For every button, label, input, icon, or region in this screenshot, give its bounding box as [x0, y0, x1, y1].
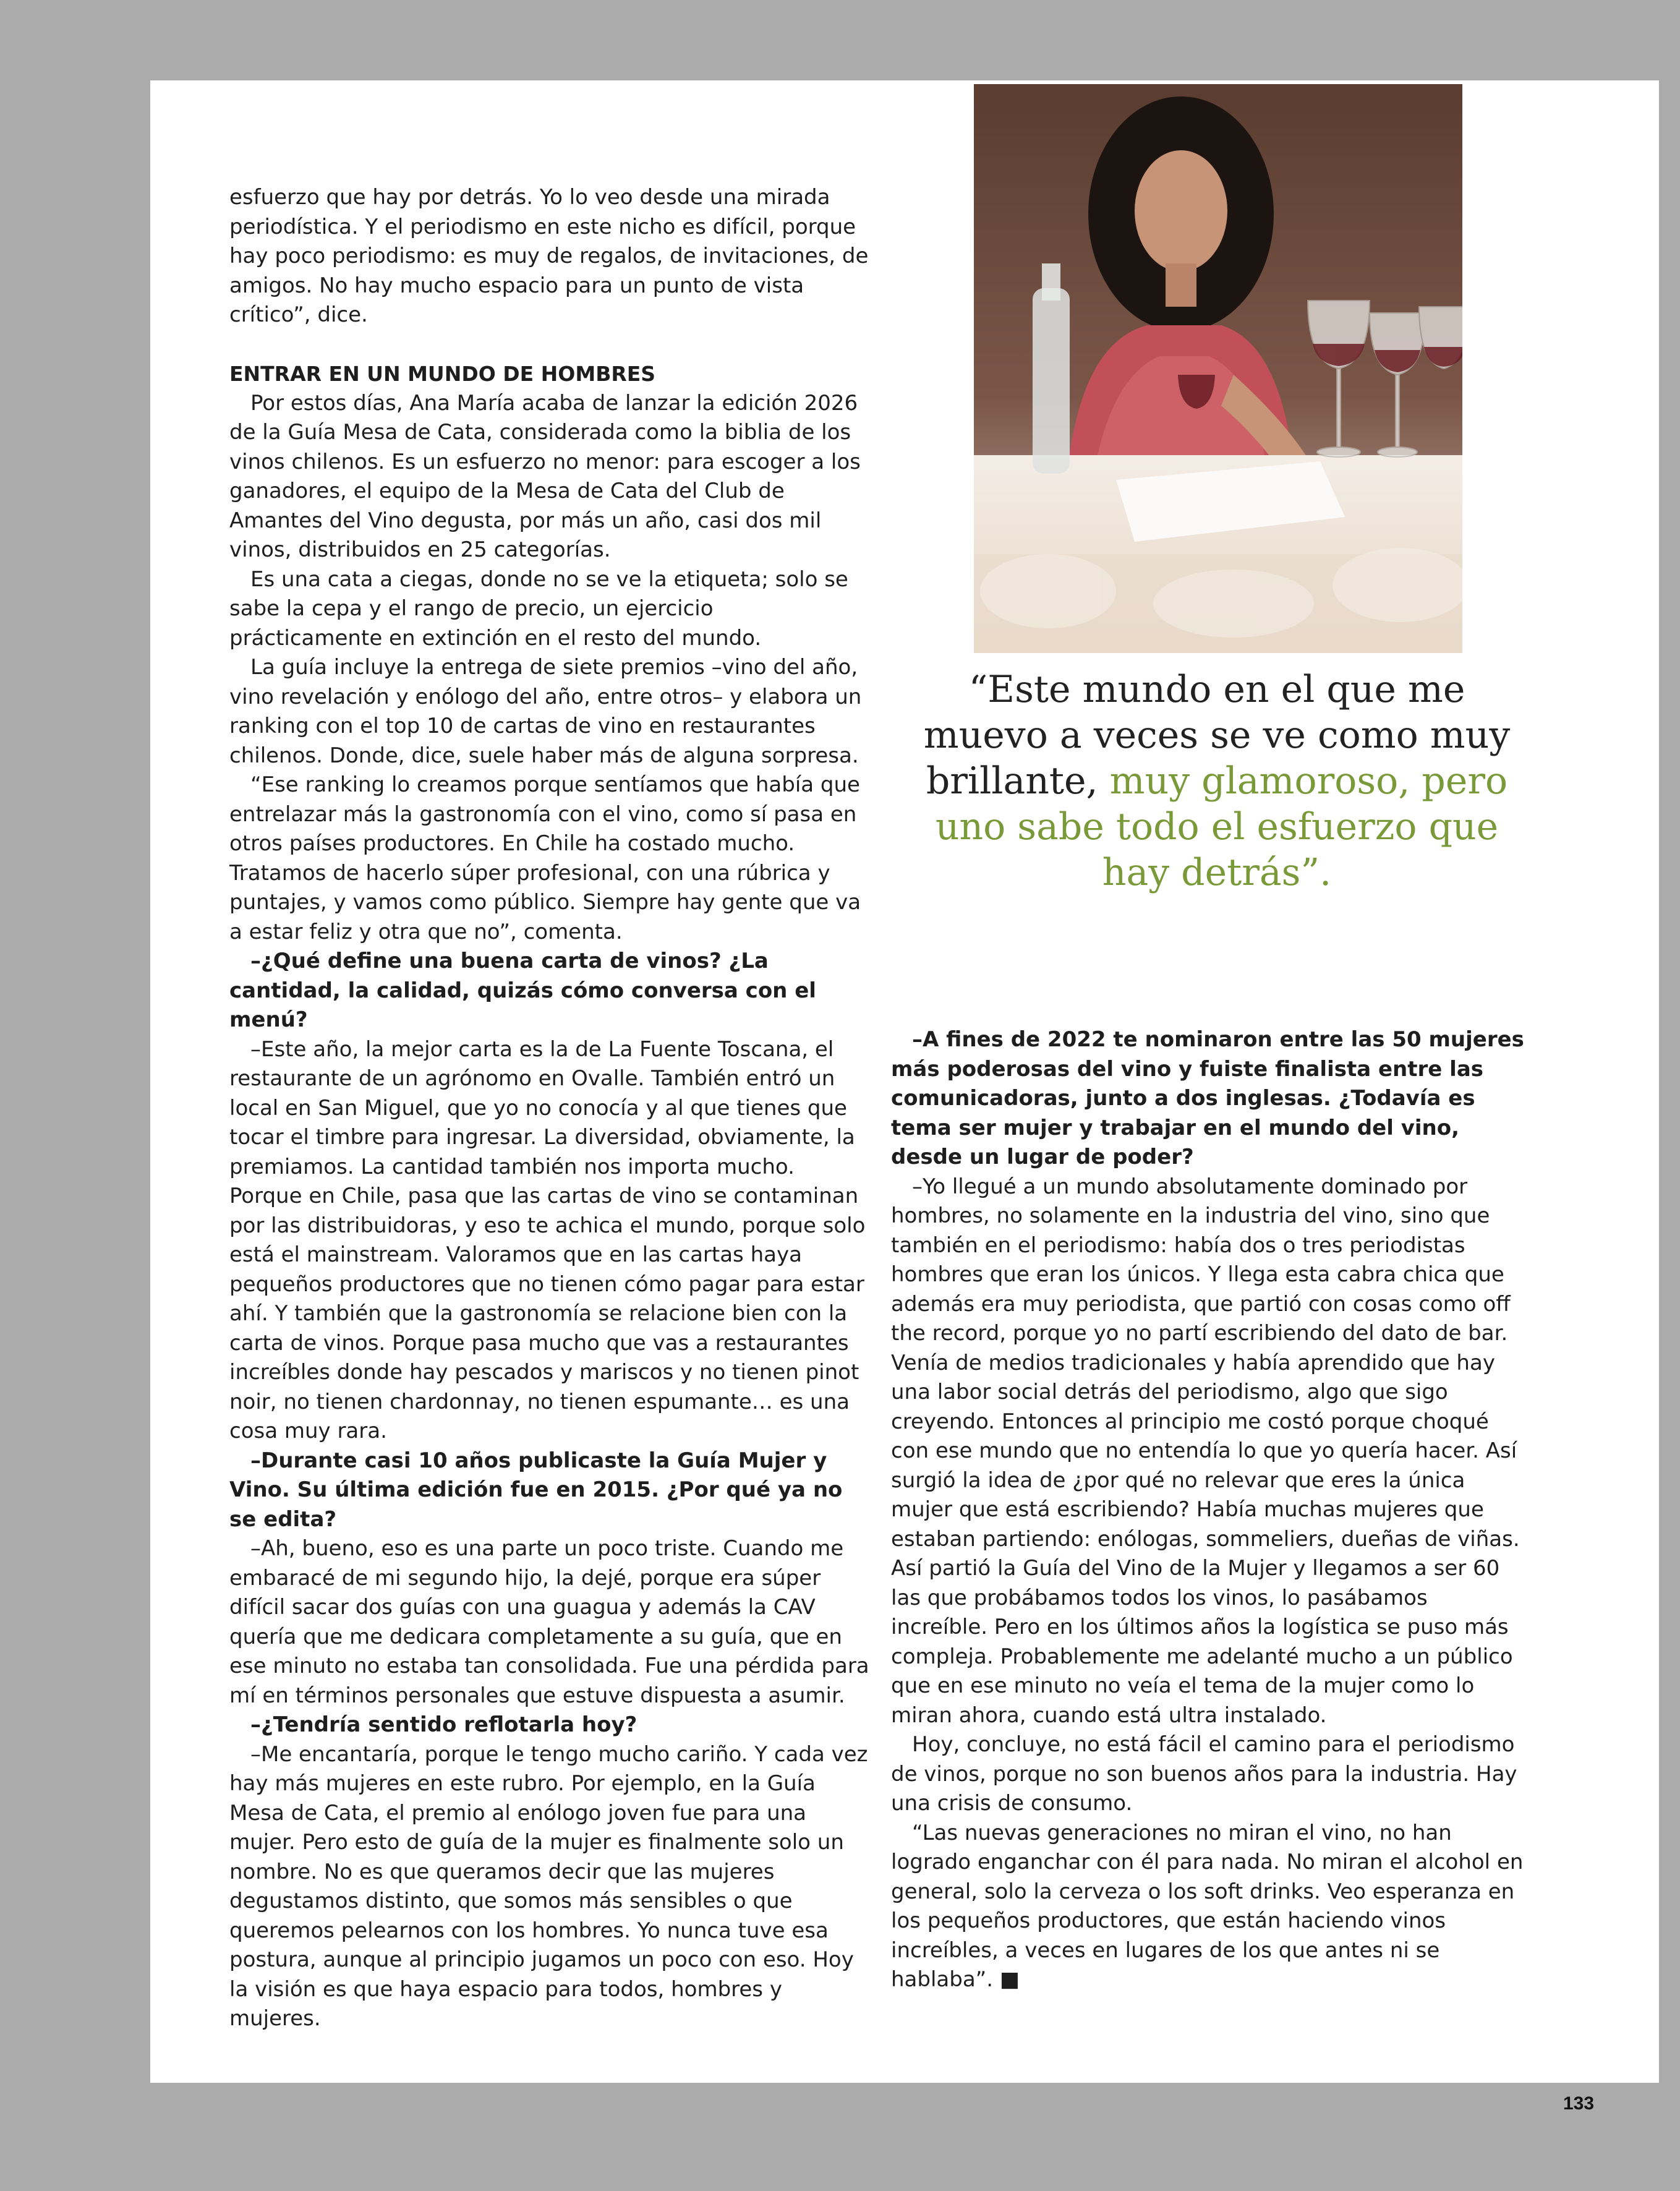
interview-question: –A fines de 2022 te nominaron entre las 50 mujeres más poderosas del vino y fuiste finalista entre las comunicadoras, junto a dos inglesas. ¿Todavía es tema ser mujer y trabajar en el mundo del vino, desde un lugar de poder? — [891, 1027, 1524, 1169]
end-mark: ■ — [999, 1967, 1020, 1992]
body-paragraph: Por estos días, Ana María acaba de lanzar la edición 2026 de la Guía Mesa de Cata, considerada como la biblia de los vinos chilenos. Es un esfuerzo no menor: para escoger a los ganadores, el equipo de la Mesa de Cata del Club de Amantes del Vino degusta, por más un año, casi dos mil vinos, distribuidos en 25 categorías. — [229, 390, 861, 562]
body-paragraph: Es una cata a ciegas, donde no se ve la etiqueta; solo se sabe la cepa y el rango de precio, un ejercicio prácticamente en extinción en el resto del mundo. — [229, 566, 848, 651]
intro-paragraph: esfuerzo que hay por detrás. Yo lo veo desde una mirada periodística. Y el periodismo en este nicho es difícil, porque hay poco periodismo: es muy de regalos, de invitaciones, de amigos. No hay mucho espacio para un punto de vista crítico”, dice. — [229, 185, 869, 327]
body-paragraph: Hoy, concluye, no está fácil el camino para el periodismo de vinos, porque no son buenos años para la industria. Hay una crisis de consumo. — [891, 1732, 1517, 1816]
body-paragraph: “Ese ranking lo creamos porque sentíamos que había que entrelazar más la gastronomía con el vino, como sí pasa en otros países productores. En Chile ha costado mucho. Tratamos de hacerlo súper profesional, con una rúbrica y puntajes, y vamos como público. Siempre hay gente que va a estar feliz y otra que no”, comenta. — [229, 772, 861, 944]
pull-quote — [917, 667, 1517, 895]
right-column — [891, 1025, 1525, 1995]
interview-answer: –Ah, bueno, eso es una parte un poco triste. Cuando me embaracé de mi segundo hijo, la dejé, porque era súper difícil sacar dos guías con una guagua y además la CAV quería que me dedicara completamente a su guía, que en ese minuto no estaba tan consolidada. Fue una pérdida para mí en términos personales que estuve dispuesta a asumir. — [229, 1536, 869, 1708]
left-column — [229, 183, 872, 2034]
body-paragraph — [891, 1819, 1525, 1995]
pull-quote-green: muy glamoroso, pero uno sabe todo el esfuerzo que hay detrás”. — [935, 759, 1508, 894]
interview-question: –¿Tendría sentido reflotarla hoy? — [250, 1712, 637, 1737]
wine-tasting-photo-illustration — [974, 84, 1462, 653]
interview-answer: –Este año, la mejor carta es la de La Fuente Toscana, el restaurante de un agrónomo en Ovalle. También entró un local en San Miguel, que yo no conocía y al que tienes que tocar el timbre para ingresar. La diversidad, obviamente, la premiamos. La cantidad también nos importa mucho. Porque en Chile, pasa que las cartas de vino se contaminan por las distribuidoras, y eso te achica el mundo, porque solo está el mainstream. Valoramos que en las cartas haya pequeños productores que no tienen cómo pagar para estar ahí. Y también que la gastronomía se relacione bien con la carta de vinos. Porque pasa mucho que vas a restaurantes increíbles donde hay pescados y mariscos y no tienen pinot noir, no tienen chardonnay, no tienen espumante… es una cosa muy rara. — [229, 1036, 866, 1443]
interview-answer: –Me encantaría, porque le tengo mucho cariño. Y cada vez hay más mujeres en este rubro. Por ejemplo, en la Guía Mesa de Cata, el premio al enólogo joven fue para una mujer. Pero esto de guía de la mujer es finalmente solo un nombre. No es que queramos decir que las mujeres degustamos distinto, que somos más sensibles o que queremos pelearnos con los hombres. Yo nunca tuve esa postura, aunque al principio jugamos un poco con eso. Hoy la visión es que haya espacio para todos, hombres y mujeres. — [229, 1741, 868, 2031]
magazine-page — [150, 80, 1659, 2083]
interview-question: –¿Qué define una buena carta de vinos? ¿La cantidad, la calidad, quizás cómo conversa con el menú? — [229, 949, 816, 1032]
page-number: 133 — [1563, 2093, 1595, 2114]
interview-question: –Durante casi 10 años publicaste la Guía Mujer y Vino. Su última edición fue en 2015. ¿Por qué ya no se edita? — [229, 1448, 843, 1532]
pull-quote-dark: “Este mundo en el que me muevo a veces se ve como muy brillante, — [923, 668, 1511, 803]
portrait-photo — [974, 84, 1462, 653]
body-paragraph: La guía incluye la entrega de siete premios –vino del año, vino revelación y enólogo del año, entre otros– y elabora un ranking con el top 10 de cartas de vino en restaurantes chilenos. Donde, dice, suele haber más de alguna sorpresa. — [229, 655, 862, 768]
interview-answer: –Yo llegué a un mundo absolutamente dominado por hombres, no solamente en la industria del vino, sino que también en el periodismo: había dos o tres periodistas hombres que eran los únicos. Y llega esta cabra chica que además era muy periodista, que partió con cosas como off the record, porque yo no partí escribiendo del dato de bar. Venía de medios tradicionales y había aprendido que hay una labor social detrás del periodismo, algo que sigo creyendo. Entonces al principio me costó porque choqué con ese mundo que no entendía lo que yo quería hacer. Así surgió la idea de ¿por qué no relevar que eres la única mujer que está escribiendo? Había muchas mujeres que estaban partiendo: enólogas, sommeliers, dueñas de viñas. Así partió la Guía del Vino de la Mujer y llegamos a ser 60 las que probábamos todos los vinos, lo pasábamos increíble. Pero en los últimos años la logística se puso más compleja. Probablemente me adelanté mucho a un público que en ese minuto no veía el tema de la mujer como lo miran ahora, cuando está ultra instalado. — [891, 1174, 1520, 1728]
closing-quote: “Las nuevas generaciones no miran el vino, no han logrado enganchar con él para nada. No miran el alcohol en general, solo la cerveza o los soft drinks. Veo esperanza en los pequeños productores, que están haciendo vinos increíbles, a veces en lugares de los que antes ni se hablaba”. — [891, 1820, 1524, 1992]
section-heading: ENTRAR EN UN MUNDO DE HOMBRES — [229, 362, 656, 386]
